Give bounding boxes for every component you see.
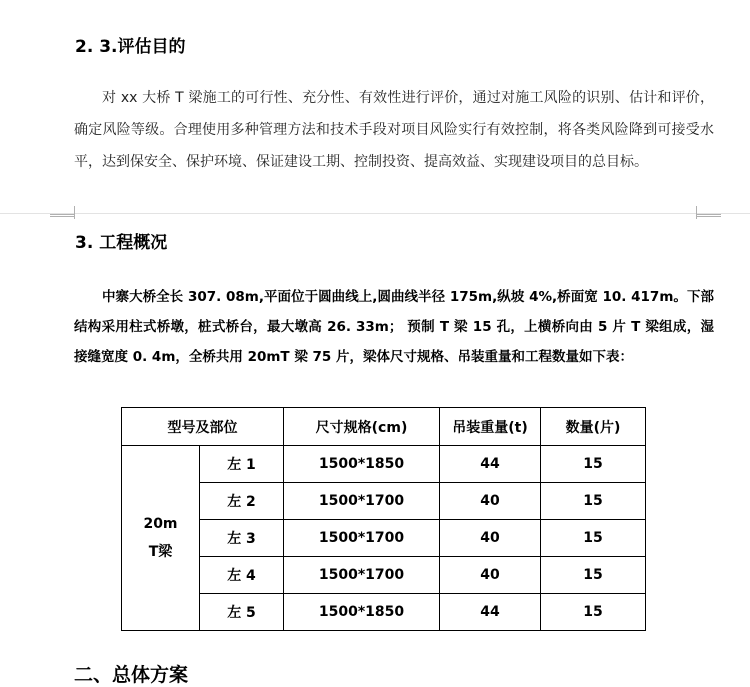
size-cell: 1500*1850 <box>284 446 440 483</box>
table-row <box>122 594 646 631</box>
page-break-line <box>0 213 750 214</box>
header-count: 数量(片) <box>541 408 646 446</box>
weight-cell: 40 <box>440 557 541 594</box>
size-cell: 1500*1700 <box>284 557 440 594</box>
size-cell: 1500*1850 <box>284 594 440 631</box>
beam-type-length: 20m <box>143 516 178 532</box>
page-corner-mark-right-next <box>696 214 721 219</box>
header-type-part: 型号及部位 <box>122 408 284 446</box>
count-cell: 15 <box>541 520 646 557</box>
count-cell: 15 <box>541 483 646 520</box>
t-beam-spec-table <box>121 407 646 631</box>
section-heading-project-overview: 3. 工程概况 <box>75 233 168 253</box>
count-cell: 15 <box>541 557 646 594</box>
size-cell: 1500*1700 <box>284 483 440 520</box>
project-overview-paragraph: 中寨大桥全长 307. 08m,平面位于圆曲线上,圆曲线半径 175m,纵坡 4%,桥面宽 10. 417m。下部结构采用柱式桥墩，桩式桥台，最大墩高 26. 33m； 预制 T 梁 15 孔，上横桥向由 5 片 T 梁组成，湿接缝宽度 0. 4m，全桥共用 20mT 梁 75 片，梁体尺寸规格、吊装重量和工程数量如下表： <box>74 289 714 365</box>
part-cell: 左 4 <box>200 557 284 594</box>
beam-type-cell <box>122 446 200 631</box>
section-heading-evaluation-purpose: 2. 3.评估目的 <box>75 37 186 57</box>
weight-cell: 44 <box>440 446 541 483</box>
section-heading-overall-plan: 二、总体方案 <box>74 664 189 686</box>
part-cell: 左 5 <box>200 594 284 631</box>
weight-cell: 44 <box>440 594 541 631</box>
part-cell: 左 3 <box>200 520 284 557</box>
header-size: 尺寸规格(cm) <box>284 408 440 446</box>
part-cell: 左 1 <box>200 446 284 483</box>
evaluation-purpose-paragraph: 对 xx 大桥 T 梁施工的可行性、充分性、有效性进行评价，通过对施工风险的识别、估计和评价，确定风险等级。合理使用多种管理方法和技术手段对项目风险实行有效控制，将各类风险降到可接受水平，达到保安全、保护环境、保证建设工期、控制投资、提高效益、实现建设项目的总目标。 <box>74 90 714 170</box>
count-cell: 15 <box>541 446 646 483</box>
weight-cell: 40 <box>440 520 541 557</box>
page-corner-mark-left-next <box>50 214 75 219</box>
header-weight: 吊装重量(t) <box>440 408 541 446</box>
weight-cell: 40 <box>440 483 541 520</box>
beam-type-name: T梁 <box>148 544 173 560</box>
size-cell: 1500*1700 <box>284 520 440 557</box>
table-row <box>122 520 646 557</box>
table-row <box>122 483 646 520</box>
table-row <box>122 557 646 594</box>
part-cell: 左 2 <box>200 483 284 520</box>
table-row <box>122 446 646 483</box>
count-cell: 15 <box>541 594 646 631</box>
table-header-row <box>122 408 646 446</box>
